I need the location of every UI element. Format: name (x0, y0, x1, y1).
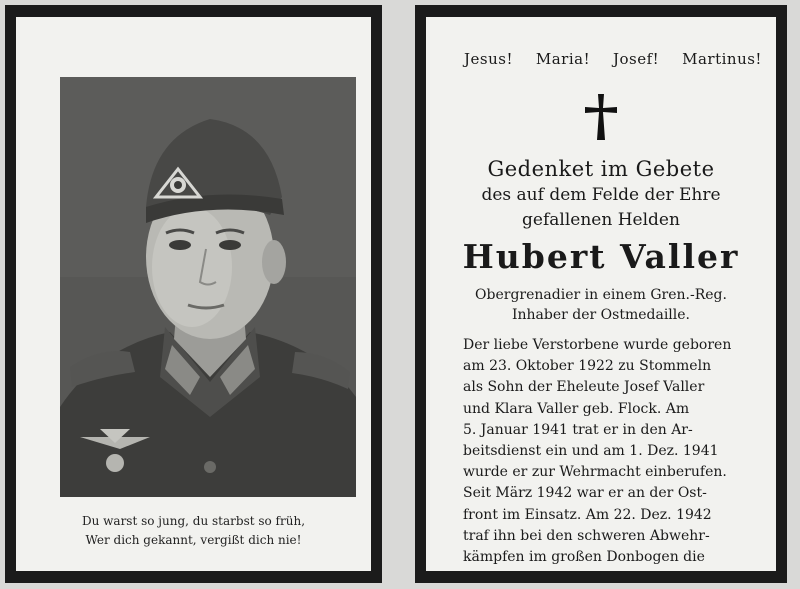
bio-line: als Sohn der Eheleute Josef Valler (463, 379, 705, 396)
cross-icon (581, 92, 621, 142)
card-right-paper (426, 17, 776, 571)
invocation-martinus: Martinus! (682, 50, 762, 68)
invocation-maria: Maria! (535, 50, 591, 68)
deceased-name: Hubert Valler (462, 237, 740, 276)
portrait-image (60, 77, 356, 497)
bio-line: und Klara Valler geb. Flock. Am (463, 400, 690, 417)
memorial-card-right (415, 5, 787, 583)
bio-line: am 23. Oktober 1922 zu Stommeln (463, 358, 712, 375)
remembrance-heading: Gedenket im Gebete (487, 157, 715, 181)
rank-line: Obergrenadier in einem Gren.-Reg. (475, 287, 727, 303)
memorial-text (426, 17, 776, 571)
invocation-jesus: Jesus! (464, 50, 513, 68)
invocation-header (464, 50, 762, 68)
memorial-caption (16, 512, 371, 550)
caption-line-2: Wer dich gekannt, vergißt dich nie! (85, 533, 302, 547)
bio-line: beitsdienst ein und am 1. Dez. 1941 (463, 443, 719, 460)
card-left-paper (16, 17, 371, 571)
remembrance-line-2: des auf dem Felde der Ehre (481, 185, 721, 205)
bio-line: wurde er zur Wehrmacht einberufen. (463, 464, 727, 481)
bio-line: 5. Januar 1941 trat er in den Ar- (463, 421, 693, 438)
bio-line: kämpfen im großen Donbogen die (463, 549, 705, 566)
medal-line: Inhaber der Ostmedaille. (511, 307, 690, 323)
remembrance-line-3: gefallenen Helden (522, 210, 680, 230)
caption-line-1: Du warst so jung, du starbst so früh, (81, 514, 306, 528)
bio-line: Seit März 1942 war er an der Ost- (463, 485, 707, 502)
bio-line: front im Einsatz. Am 22. Dez. 1942 (463, 506, 712, 523)
invocation-josef: Josef! (613, 50, 660, 68)
memorial-card-left (5, 5, 382, 583)
soldier-portrait-photo (60, 77, 356, 497)
biography-text (463, 335, 762, 568)
bio-line: traf ihn bei den schweren Abwehr- (463, 527, 710, 544)
bio-line: Der liebe Verstorbene wurde geboren (463, 337, 732, 353)
